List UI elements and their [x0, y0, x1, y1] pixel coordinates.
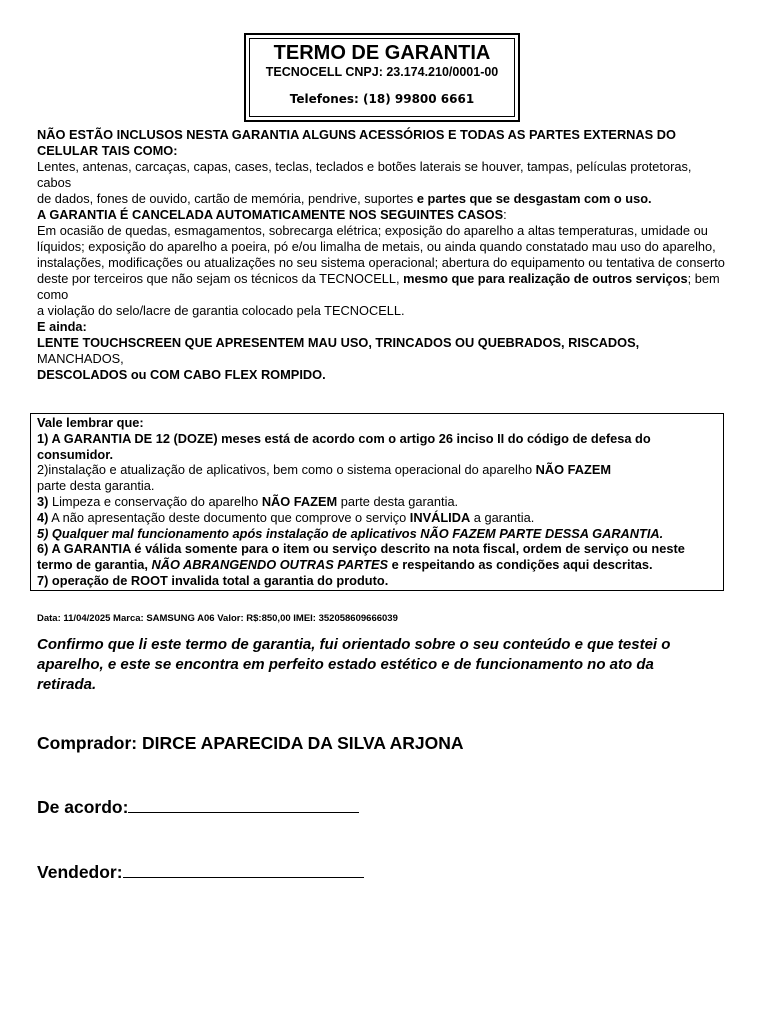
remember-notes-box: Vale lembrar que: 1) A GARANTIA DE 12 (DOZE) meses está de acordo com o artigo 26 inciso II do código de defesa do consumidor. 2)instalação e atualização de aplicativos, bem como o sistema operacional do aparelho NÃO FAZEM parte desta garantia. 3) Limpeza e conservação do aparelho NÃO FAZEM parte desta garantia. 4) A não apresentação deste documento que comprove o serviço INVÁLIDA a garantia. 5) Qualquer mal funcionamento após instalação de aplicativos NÃO FAZEM PARTE DESSA GARANTIA. 6) A GARANTIA é válida somente para o item ou serviço descrito na nota fiscal, ordem de serviço ou neste termo de garantia, NÃO ABRANGENDO OUTRAS PARTES e respeitando as condições aqui descritas. 7) operação de ROOT invalida total a garantia do produto.	[30, 413, 724, 591]
buyer-line	[37, 733, 464, 754]
seller-signature-blank	[123, 863, 364, 878]
document-title: TERMO DE GARANTIA	[273, 42, 491, 64]
note-4: 4) A não apresentação deste documento que comprove o serviço INVÁLIDA a garantia.	[37, 509, 535, 525]
exclusions-heading: NÃO ESTÃO INCLUSOS NESTA GARANTIA ALGUNS ACESSÓRIOS E TODAS AS PARTES EXTERNAS DO	[37, 127, 676, 142]
cancellation-text: Em ocasião de quedas, esmagamentos, sobrecarga elétrica; exposição do aparelho a altas temperaturas, umidade ou	[37, 223, 708, 238]
buyer-name: DIRCE APARECIDA DA SILVA ARJONA	[142, 733, 464, 753]
buyer-label: Comprador:	[37, 733, 138, 753]
also-label: E ainda:	[37, 319, 87, 334]
seller-signature-line	[37, 862, 364, 883]
note-1: 1) A GARANTIA DE 12 (DOZE) meses está de acordo com o artigo 26 inciso II do código de defesa do	[37, 430, 651, 446]
warranty-terms-section: NÃO ESTÃO INCLUSOS NESTA GARANTIA ALGUNS ACESSÓRIOS E TODAS AS PARTES EXTERNAS DO CELULAR TAIS COMO: Lentes, antenas, carcaças, capas, cases, teclas, teclados e botões laterais se houver, tampas, películas protetoras, cabos de dados, fones de ouvido, cartão de memória, pendrive, suportes e partes que se desgastam com o uso. A GARANTIA É CANCELADA AUTOMATICAMENTE NOS SEGUINTES CASOS: Em ocasião de quedas, esmagamentos, sobrecarga elétrica; exposição do aparelho a altas temperaturas, umidade ou líquidos; exposição do aparelho a poeira, pó e/ou limalha de metais, ou ainda quando constatado mau uso do aparelho, instalações, modificações ou atualizações no seu sistema operacional; abertura do equipamento ou tentativa de conserto deste por terceiros que não sejam os técnicos da TECNOCELL, mesmo que para realização de outros serviços; bem como a violação do selo/lacre de garantia colocado pela TECNOCELL. E ainda: LENTE TOUCHSCREEN QUE APRESENTEM MAU USO, TRINCADOS OU QUEBRADOS, RISCADOS, MANCHADOS, DESCOLADOS ou COM CABO FLEX ROMPIDO.	[37, 127, 737, 383]
note-2: 2)instalação e atualização de aplicativos, bem como o sistema operacional do aparelho NÃO FAZEM	[37, 462, 612, 478]
note-7: 7) operação de ROOT invalida total a garantia do produto.	[37, 572, 389, 588]
touchscreen-clause: LENTE TOUCHSCREEN QUE APRESENTEM MAU USO, TRINCADOS OU QUEBRADOS, RISCADOS,	[37, 335, 640, 350]
confirmation-statement: Confirmo que li este termo de garantia, fui orientado sobre o seu conteúdo e que testei o aparelho, e este se encontra em perfeito estado estético e de funcionamento no ato da retirada.	[37, 636, 671, 693]
company-phone: Telefones: (18) 99800 6661	[289, 92, 475, 106]
exclusions-list: Lentes, antenas, carcaças, capas, cases, teclas, teclados e botões laterais se houver, tampas, películas protetoras,	[37, 159, 692, 174]
note-5: 5) Qualquer mal funcionamento após instalação de aplicativos NÃO FAZEM PARTE DESSA GARANTIA.	[37, 525, 664, 541]
agreement-label: De acordo:	[37, 797, 129, 817]
cancellation-heading: A GARANTIA É CANCELADA AUTOMATICAMENTE NOS SEGUINTES CASOS:	[37, 207, 507, 222]
seller-label: Vendedor:	[37, 862, 123, 882]
agreement-signature-blank	[128, 798, 359, 813]
note-6: 6) A GARANTIA é válida somente para o item ou serviço descrito na nota fiscal, ordem de serviço ou neste	[37, 541, 685, 557]
notes-heading: Vale lembrar que:	[37, 415, 144, 430]
agreement-signature-line	[37, 797, 359, 818]
note-3: 3) Limpeza e conservação do aparelho NÃO FAZEM parte desta garantia.	[37, 493, 459, 509]
company-cnpj: TECNOCELL CNPJ: 23.174.210/0001-00	[265, 65, 499, 79]
document-header	[244, 33, 520, 122]
header-inner-border	[249, 38, 515, 117]
purchase-info-line: Data: 11/04/2025 Marca: SAMSUNG A06 Valor: R$:850,00 IMEI: 352058609666039	[37, 613, 398, 624]
